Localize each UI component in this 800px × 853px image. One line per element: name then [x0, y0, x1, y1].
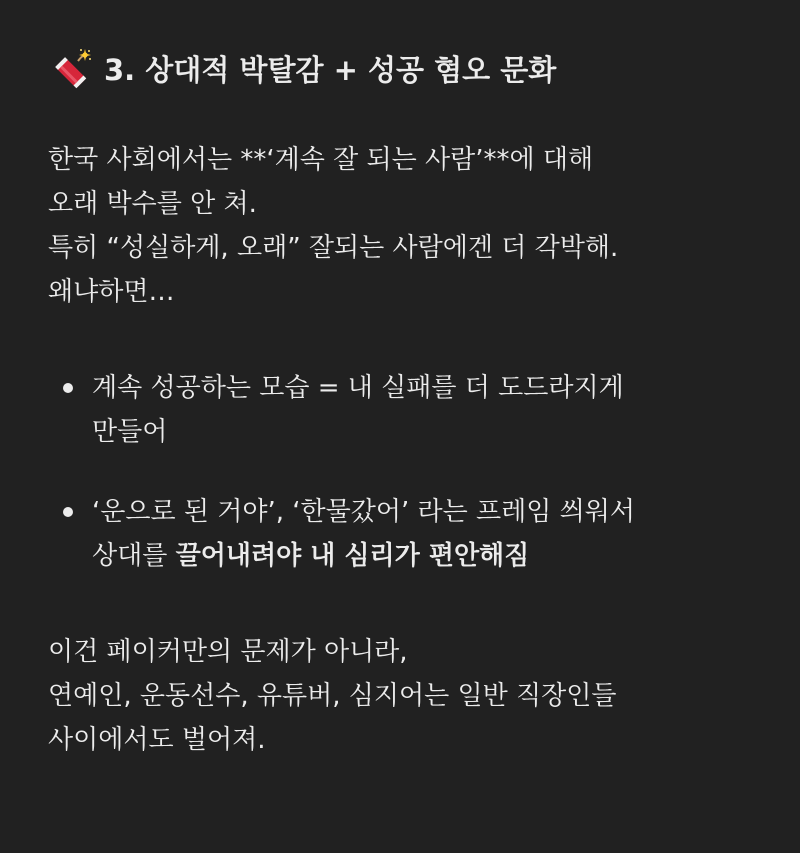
section-heading-text: 3. 상대적 박탈감 + 성공 혐오 문화 [104, 53, 557, 87]
closing-line: 이건 페이커만의 문제가 아니라, [48, 637, 408, 667]
intro-line: 왜냐하면… [48, 277, 175, 307]
section-heading [48, 40, 780, 100]
message-content [48, 40, 780, 762]
bullet-item [48, 366, 780, 454]
bullet-text: 상대를 [92, 541, 176, 571]
closing-line: 연예인, 운동선수, 유튜버, 심지어는 일반 직장인들 [48, 681, 617, 711]
bullet-item [48, 490, 780, 578]
bullet-list [48, 366, 780, 578]
bullet-text: 계속 성공하는 모습 = 내 실패를 더 도드라지게 [92, 373, 624, 403]
bullet-text: 만들어 [92, 417, 168, 447]
bullet-bold-text: 끌어내려야 내 심리가 편안해짐 [175, 541, 530, 571]
closing-line: 사이에서도 벌어져. [48, 725, 266, 755]
intro-line: 특히 “성실하게, 오래” 잘되는 사람에겐 더 각박해. [48, 233, 619, 263]
firecracker-icon [48, 48, 92, 92]
closing-paragraph [48, 630, 780, 762]
intro-line: 한국 사회에서는 **‘계속 잘 되는 사람’**에 대해 [48, 145, 594, 175]
bullet-text: ‘운으로 된 거야’, ‘한물갔어’ 라는 프레임 씌워서 [92, 497, 635, 527]
intro-paragraph [48, 138, 780, 314]
intro-line: 오래 박수를 안 쳐. [48, 189, 257, 219]
